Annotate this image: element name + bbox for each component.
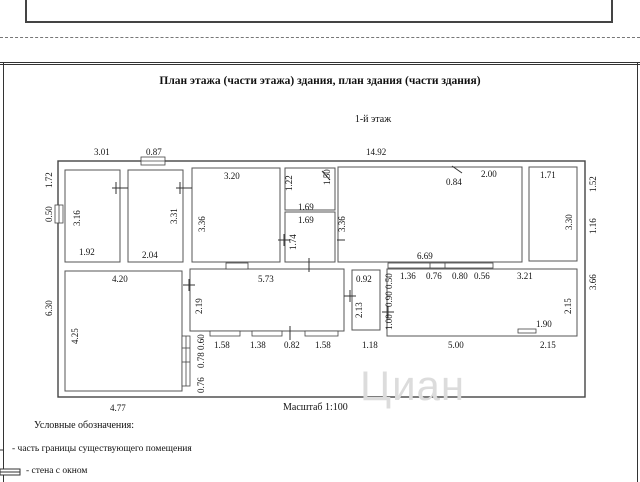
dim: 1.22 [284,175,294,191]
dim: 4.20 [112,274,128,284]
dim: 2.19 [194,298,204,314]
dim: 2.15 [563,298,573,314]
dim: 3.30 [564,214,574,230]
dim: 0.50 [384,273,394,289]
dim: 0.80 [452,271,468,281]
dim: 0.76 [426,271,442,281]
window-b3 [305,331,338,336]
dim: 0.90 [384,291,394,307]
watermark: Циан [360,362,466,409]
dim: 1.72 [44,172,54,188]
dim: 0.82 [284,340,300,350]
dim: 5.73 [258,274,274,284]
dim: 4.25 [70,328,80,344]
dim: 0.56 [474,271,490,281]
dim: 3.21 [517,271,533,281]
dim: 0.60 [196,334,206,350]
legend-title: Условные обозначения: [34,420,135,431]
dim: 1.69 [298,202,314,212]
dim: 1.18 [362,340,378,350]
dim: 1.74 [288,234,298,250]
window-b1 [210,331,240,336]
window-mid [226,263,248,269]
dim: 3.66 [588,274,598,290]
legend-item-boundary: - часть границы существующего помещения [12,444,192,454]
dim: 1.90 [536,319,552,329]
dim: 1.16 [588,218,598,234]
page-title: План этажа (части этажа) здания, план здания (части здания) [159,75,481,87]
dim: 0.76 [196,377,206,393]
dim: 5.00 [448,340,464,350]
dim: 2.15 [540,340,556,350]
dim: 0.78 [196,352,206,368]
window-right [518,329,536,333]
dimension-labels [44,147,598,413]
dim: 1.69 [298,215,314,225]
dim: 1.58 [214,340,230,350]
dim: 4.77 [110,403,126,413]
legend-item-window: - стена с окном [26,466,88,476]
dim: 3.20 [224,171,240,181]
dim: 3.36 [197,216,207,232]
dim: 1.52 [588,176,598,192]
dim: 6.69 [417,251,433,261]
window-b2 [252,331,282,336]
dim: 3.16 [72,210,82,226]
dim: 0.87 [146,147,162,157]
door-marks [112,166,462,340]
dim: 14.92 [366,147,387,157]
dim: 3.31 [169,208,179,224]
dim: 0.92 [356,274,372,284]
scale-label: Масштаб 1:100 [283,402,348,413]
dim: 1.00 [384,314,394,330]
room-7 [65,271,182,391]
dim: 1.36 [400,271,416,281]
dim: 0.84 [446,177,462,187]
dim: 1.58 [315,340,331,350]
room-big [338,167,522,262]
dim: 2.00 [481,169,497,179]
dim: 1.38 [250,340,266,350]
rooms [65,167,577,391]
dim: 0.50 [44,206,54,222]
floor-label: 1-й этаж [354,114,392,125]
dim: 1.71 [540,170,556,180]
dim: 1.92 [79,247,95,257]
dim: 3.01 [94,147,110,157]
room-6 [529,167,577,261]
dim: 2.04 [142,250,158,260]
dim: 2.13 [354,302,364,318]
room-3 [192,168,280,262]
dim: 6.30 [44,300,54,316]
window-big [388,263,493,268]
dim: 3.36 [337,216,347,232]
dim: 1.50 [322,169,332,185]
